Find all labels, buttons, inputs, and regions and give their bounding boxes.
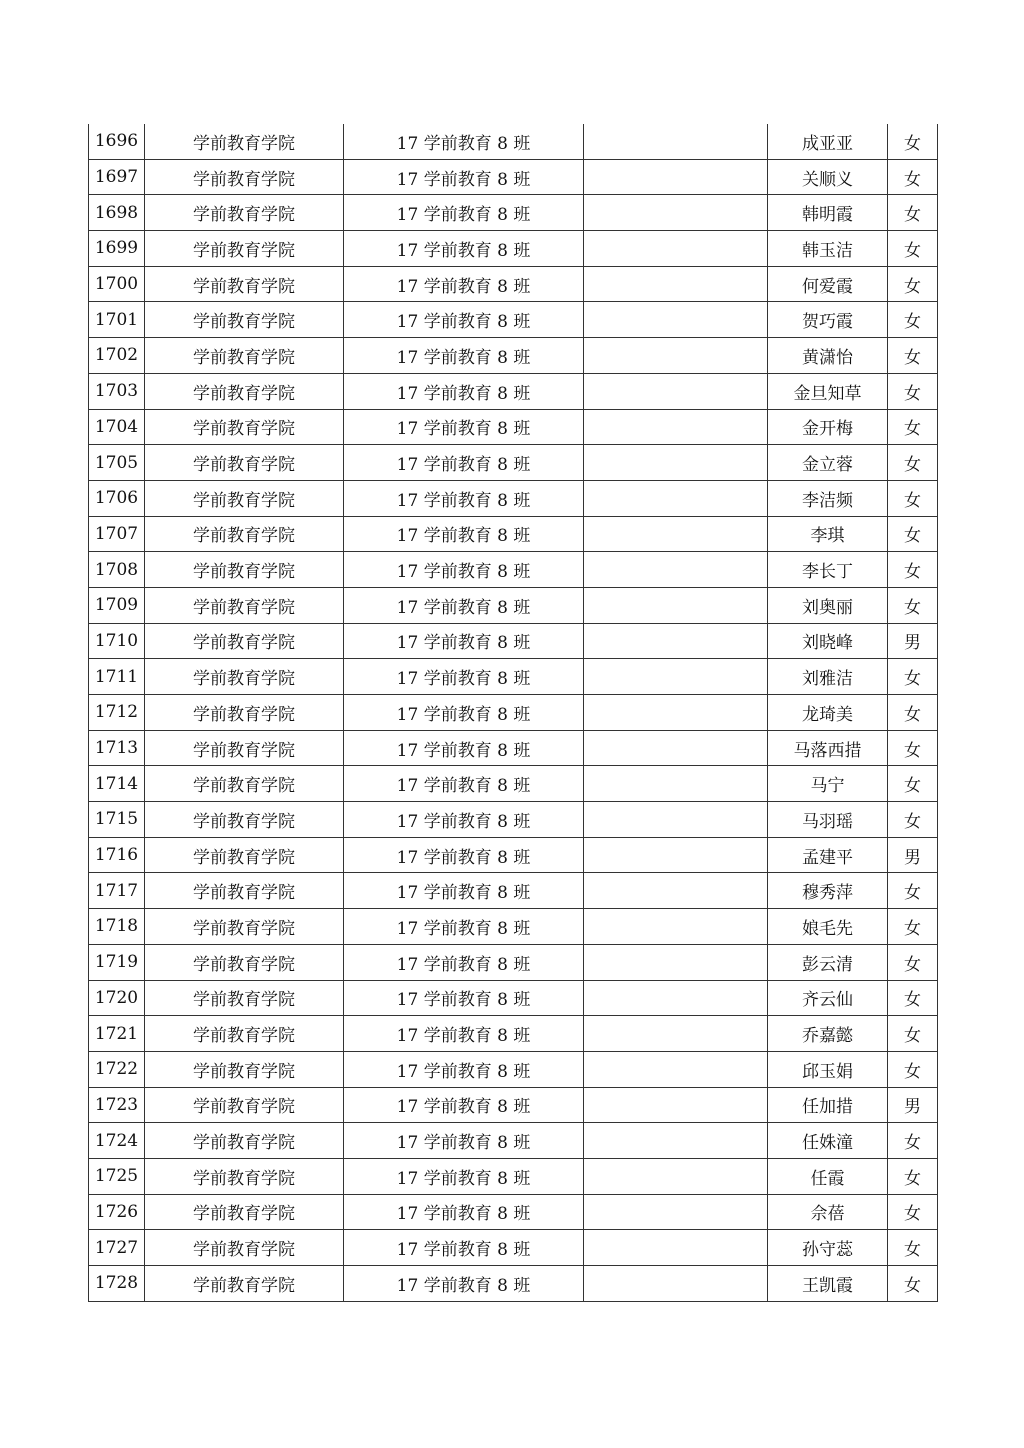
class-cell: 17 学前教育 8 班 <box>344 480 584 516</box>
gender-cell: 女 <box>888 766 938 802</box>
gender-cell: 女 <box>888 231 938 267</box>
table-row <box>89 802 938 838</box>
class-cell: 17 学前教育 8 班 <box>344 266 584 302</box>
row-number-cell: 1719 <box>89 944 145 980</box>
row-number-cell: 1696 <box>89 124 145 159</box>
row-number-cell: 1700 <box>89 266 145 302</box>
student-name-cell: 娘毛先 <box>768 909 888 945</box>
student-name-cell: 韩明霞 <box>768 195 888 231</box>
row-number-cell: 1708 <box>89 552 145 588</box>
blank-cell <box>584 552 768 588</box>
college-cell: 学前教育学院 <box>145 909 344 945</box>
row-number-cell: 1723 <box>89 1087 145 1123</box>
blank-cell <box>584 802 768 838</box>
student-name-cell: 金开梅 <box>768 409 888 445</box>
blank-cell <box>584 1123 768 1159</box>
row-number-cell: 1714 <box>89 766 145 802</box>
gender-cell: 女 <box>888 516 938 552</box>
class-cell: 17 学前教育 8 班 <box>344 1194 584 1230</box>
gender-cell: 男 <box>888 837 938 873</box>
college-cell: 学前教育学院 <box>145 480 344 516</box>
table-row <box>89 766 938 802</box>
table-row <box>89 909 938 945</box>
gender-cell: 女 <box>888 338 938 374</box>
student-name-cell: 马羽瑶 <box>768 802 888 838</box>
class-cell: 17 学前教育 8 班 <box>344 338 584 374</box>
table-body <box>89 124 938 1301</box>
class-cell: 17 学前教育 8 班 <box>344 1266 584 1302</box>
student-name-cell: 李长丁 <box>768 552 888 588</box>
table-row <box>89 1087 938 1123</box>
student-name-cell: 齐云仙 <box>768 980 888 1016</box>
row-number-cell: 1727 <box>89 1230 145 1266</box>
gender-cell: 女 <box>888 373 938 409</box>
college-cell: 学前教育学院 <box>145 1158 344 1194</box>
college-cell: 学前教育学院 <box>145 587 344 623</box>
table-row <box>89 231 938 267</box>
student-name-cell: 穆秀萍 <box>768 873 888 909</box>
gender-cell: 女 <box>888 266 938 302</box>
gender-cell: 女 <box>888 1266 938 1302</box>
blank-cell <box>584 1158 768 1194</box>
blank-cell <box>584 124 768 159</box>
table-row <box>89 302 938 338</box>
table-row <box>89 159 938 195</box>
blank-cell <box>584 980 768 1016</box>
row-number-cell: 1721 <box>89 1016 145 1052</box>
college-cell: 学前教育学院 <box>145 659 344 695</box>
table-row <box>89 195 938 231</box>
row-number-cell: 1717 <box>89 873 145 909</box>
blank-cell <box>584 1194 768 1230</box>
row-number-cell: 1706 <box>89 480 145 516</box>
college-cell: 学前教育学院 <box>145 302 344 338</box>
college-cell: 学前教育学院 <box>145 159 344 195</box>
table-row <box>89 587 938 623</box>
student-name-cell: 成亚亚 <box>768 124 888 159</box>
row-number-cell: 1705 <box>89 445 145 481</box>
table-row <box>89 1230 938 1266</box>
gender-cell: 女 <box>888 1016 938 1052</box>
college-cell: 学前教育学院 <box>145 409 344 445</box>
class-cell: 17 学前教育 8 班 <box>344 409 584 445</box>
gender-cell: 女 <box>888 1230 938 1266</box>
blank-cell <box>584 373 768 409</box>
college-cell: 学前教育学院 <box>145 124 344 159</box>
class-cell: 17 学前教育 8 班 <box>344 124 584 159</box>
college-cell: 学前教育学院 <box>145 695 344 731</box>
class-cell: 17 学前教育 8 班 <box>344 1158 584 1194</box>
college-cell: 学前教育学院 <box>145 231 344 267</box>
college-cell: 学前教育学院 <box>145 195 344 231</box>
blank-cell <box>584 159 768 195</box>
blank-cell <box>584 587 768 623</box>
blank-cell <box>584 623 768 659</box>
blank-cell <box>584 409 768 445</box>
class-cell: 17 学前教育 8 班 <box>344 302 584 338</box>
college-cell: 学前教育学院 <box>145 1123 344 1159</box>
student-name-cell: 何爱霞 <box>768 266 888 302</box>
class-cell: 17 学前教育 8 班 <box>344 837 584 873</box>
class-cell: 17 学前教育 8 班 <box>344 1123 584 1159</box>
blank-cell <box>584 302 768 338</box>
college-cell: 学前教育学院 <box>145 1194 344 1230</box>
row-number-cell: 1720 <box>89 980 145 1016</box>
row-number-cell: 1703 <box>89 373 145 409</box>
gender-cell: 女 <box>888 659 938 695</box>
college-cell: 学前教育学院 <box>145 1230 344 1266</box>
row-number-cell: 1711 <box>89 659 145 695</box>
blank-cell <box>584 266 768 302</box>
student-name-cell: 韩玉洁 <box>768 231 888 267</box>
class-cell: 17 学前教育 8 班 <box>344 587 584 623</box>
class-cell: 17 学前教育 8 班 <box>344 159 584 195</box>
gender-cell: 女 <box>888 944 938 980</box>
college-cell: 学前教育学院 <box>145 373 344 409</box>
table-row <box>89 873 938 909</box>
class-cell: 17 学前教育 8 班 <box>344 445 584 481</box>
student-name-cell: 刘雅洁 <box>768 659 888 695</box>
class-cell: 17 学前教育 8 班 <box>344 623 584 659</box>
class-cell: 17 学前教育 8 班 <box>344 516 584 552</box>
student-name-cell: 任姝潼 <box>768 1123 888 1159</box>
class-cell: 17 学前教育 8 班 <box>344 195 584 231</box>
student-name-cell: 贺巧霞 <box>768 302 888 338</box>
college-cell: 学前教育学院 <box>145 766 344 802</box>
college-cell: 学前教育学院 <box>145 266 344 302</box>
gender-cell: 女 <box>888 909 938 945</box>
gender-cell: 女 <box>888 980 938 1016</box>
gender-cell: 女 <box>888 445 938 481</box>
college-cell: 学前教育学院 <box>145 552 344 588</box>
gender-cell: 女 <box>888 1123 938 1159</box>
class-cell: 17 学前教育 8 班 <box>344 231 584 267</box>
student-name-cell: 金立蓉 <box>768 445 888 481</box>
blank-cell <box>584 766 768 802</box>
table-row <box>89 623 938 659</box>
blank-cell <box>584 195 768 231</box>
college-cell: 学前教育学院 <box>145 1051 344 1087</box>
table-row <box>89 124 938 159</box>
college-cell: 学前教育学院 <box>145 837 344 873</box>
table-row <box>89 1123 938 1159</box>
college-cell: 学前教育学院 <box>145 445 344 481</box>
blank-cell <box>584 1087 768 1123</box>
gender-cell: 女 <box>888 195 938 231</box>
blank-cell <box>584 231 768 267</box>
table-row <box>89 944 938 980</box>
college-cell: 学前教育学院 <box>145 1266 344 1302</box>
college-cell: 学前教育学院 <box>145 730 344 766</box>
class-cell: 17 学前教育 8 班 <box>344 1051 584 1087</box>
gender-cell: 男 <box>888 1087 938 1123</box>
class-cell: 17 学前教育 8 班 <box>344 980 584 1016</box>
class-cell: 17 学前教育 8 班 <box>344 873 584 909</box>
row-number-cell: 1722 <box>89 1051 145 1087</box>
table-row <box>89 730 938 766</box>
college-cell: 学前教育学院 <box>145 944 344 980</box>
row-number-cell: 1702 <box>89 338 145 374</box>
student-name-cell: 李洁频 <box>768 480 888 516</box>
gender-cell: 女 <box>888 1158 938 1194</box>
row-number-cell: 1724 <box>89 1123 145 1159</box>
table-row <box>89 409 938 445</box>
row-number-cell: 1712 <box>89 695 145 731</box>
class-cell: 17 学前教育 8 班 <box>344 730 584 766</box>
blank-cell <box>584 730 768 766</box>
student-name-cell: 彭云清 <box>768 944 888 980</box>
blank-cell <box>584 659 768 695</box>
blank-cell <box>584 516 768 552</box>
gender-cell: 女 <box>888 587 938 623</box>
student-name-cell: 黄潇怡 <box>768 338 888 374</box>
table-row <box>89 659 938 695</box>
college-cell: 学前教育学院 <box>145 1016 344 1052</box>
gender-cell: 女 <box>888 124 938 159</box>
college-cell: 学前教育学院 <box>145 338 344 374</box>
gender-cell: 女 <box>888 159 938 195</box>
gender-cell: 女 <box>888 873 938 909</box>
row-number-cell: 1715 <box>89 802 145 838</box>
gender-cell: 女 <box>888 552 938 588</box>
blank-cell <box>584 1230 768 1266</box>
student-name-cell: 龙琦美 <box>768 695 888 731</box>
row-number-cell: 1725 <box>89 1158 145 1194</box>
blank-cell <box>584 873 768 909</box>
class-cell: 17 学前教育 8 班 <box>344 944 584 980</box>
student-name-cell: 李琪 <box>768 516 888 552</box>
class-cell: 17 学前教育 8 班 <box>344 659 584 695</box>
class-cell: 17 学前教育 8 班 <box>344 373 584 409</box>
row-number-cell: 1716 <box>89 837 145 873</box>
student-name-cell: 孟建平 <box>768 837 888 873</box>
row-number-cell: 1698 <box>89 195 145 231</box>
blank-cell <box>584 338 768 374</box>
gender-cell: 女 <box>888 1051 938 1087</box>
row-number-cell: 1704 <box>89 409 145 445</box>
class-cell: 17 学前教育 8 班 <box>344 766 584 802</box>
row-number-cell: 1707 <box>89 516 145 552</box>
blank-cell <box>584 695 768 731</box>
college-cell: 学前教育学院 <box>145 802 344 838</box>
table-row <box>89 266 938 302</box>
class-cell: 17 学前教育 8 班 <box>344 909 584 945</box>
college-cell: 学前教育学院 <box>145 623 344 659</box>
class-cell: 17 学前教育 8 班 <box>344 1230 584 1266</box>
college-cell: 学前教育学院 <box>145 1087 344 1123</box>
student-name-cell: 刘晓峰 <box>768 623 888 659</box>
blank-cell <box>584 837 768 873</box>
college-cell: 学前教育学院 <box>145 980 344 1016</box>
table-row <box>89 837 938 873</box>
blank-cell <box>584 944 768 980</box>
blank-cell <box>584 909 768 945</box>
table-row <box>89 445 938 481</box>
blank-cell <box>584 1051 768 1087</box>
class-cell: 17 学前教育 8 班 <box>344 802 584 838</box>
row-number-cell: 1699 <box>89 231 145 267</box>
table-row <box>89 1051 938 1087</box>
student-name-cell: 任加措 <box>768 1087 888 1123</box>
table-row <box>89 1158 938 1194</box>
row-number-cell: 1710 <box>89 623 145 659</box>
blank-cell <box>584 1266 768 1302</box>
row-number-cell: 1718 <box>89 909 145 945</box>
row-number-cell: 1713 <box>89 730 145 766</box>
gender-cell: 女 <box>888 480 938 516</box>
student-list-table <box>88 124 938 1302</box>
class-cell: 17 学前教育 8 班 <box>344 552 584 588</box>
student-name-cell: 乔嘉懿 <box>768 1016 888 1052</box>
class-cell: 17 学前教育 8 班 <box>344 1087 584 1123</box>
student-name-cell: 任霞 <box>768 1158 888 1194</box>
table-row <box>89 338 938 374</box>
blank-cell <box>584 480 768 516</box>
student-name-cell: 王凯霞 <box>768 1266 888 1302</box>
table-row <box>89 480 938 516</box>
table-row <box>89 552 938 588</box>
table-row <box>89 695 938 731</box>
table-row <box>89 1194 938 1230</box>
row-number-cell: 1701 <box>89 302 145 338</box>
blank-cell <box>584 445 768 481</box>
gender-cell: 女 <box>888 730 938 766</box>
gender-cell: 男 <box>888 623 938 659</box>
college-cell: 学前教育学院 <box>145 516 344 552</box>
gender-cell: 女 <box>888 802 938 838</box>
student-name-cell: 孙守蕊 <box>768 1230 888 1266</box>
gender-cell: 女 <box>888 1194 938 1230</box>
student-name-cell: 佘蓓 <box>768 1194 888 1230</box>
student-name-cell: 马落西措 <box>768 730 888 766</box>
table-row <box>89 980 938 1016</box>
college-cell: 学前教育学院 <box>145 873 344 909</box>
student-name-cell: 马宁 <box>768 766 888 802</box>
row-number-cell: 1697 <box>89 159 145 195</box>
gender-cell: 女 <box>888 302 938 338</box>
class-cell: 17 学前教育 8 班 <box>344 695 584 731</box>
row-number-cell: 1726 <box>89 1194 145 1230</box>
table-row <box>89 1016 938 1052</box>
row-number-cell: 1728 <box>89 1266 145 1302</box>
student-name-cell: 金旦知草 <box>768 373 888 409</box>
blank-cell <box>584 1016 768 1052</box>
gender-cell: 女 <box>888 695 938 731</box>
table-row <box>89 516 938 552</box>
class-cell: 17 学前教育 8 班 <box>344 1016 584 1052</box>
row-number-cell: 1709 <box>89 587 145 623</box>
student-name-cell: 邱玉娟 <box>768 1051 888 1087</box>
student-name-cell: 关顺义 <box>768 159 888 195</box>
table-row <box>89 373 938 409</box>
table-row <box>89 1266 938 1302</box>
gender-cell: 女 <box>888 409 938 445</box>
student-name-cell: 刘奥丽 <box>768 587 888 623</box>
